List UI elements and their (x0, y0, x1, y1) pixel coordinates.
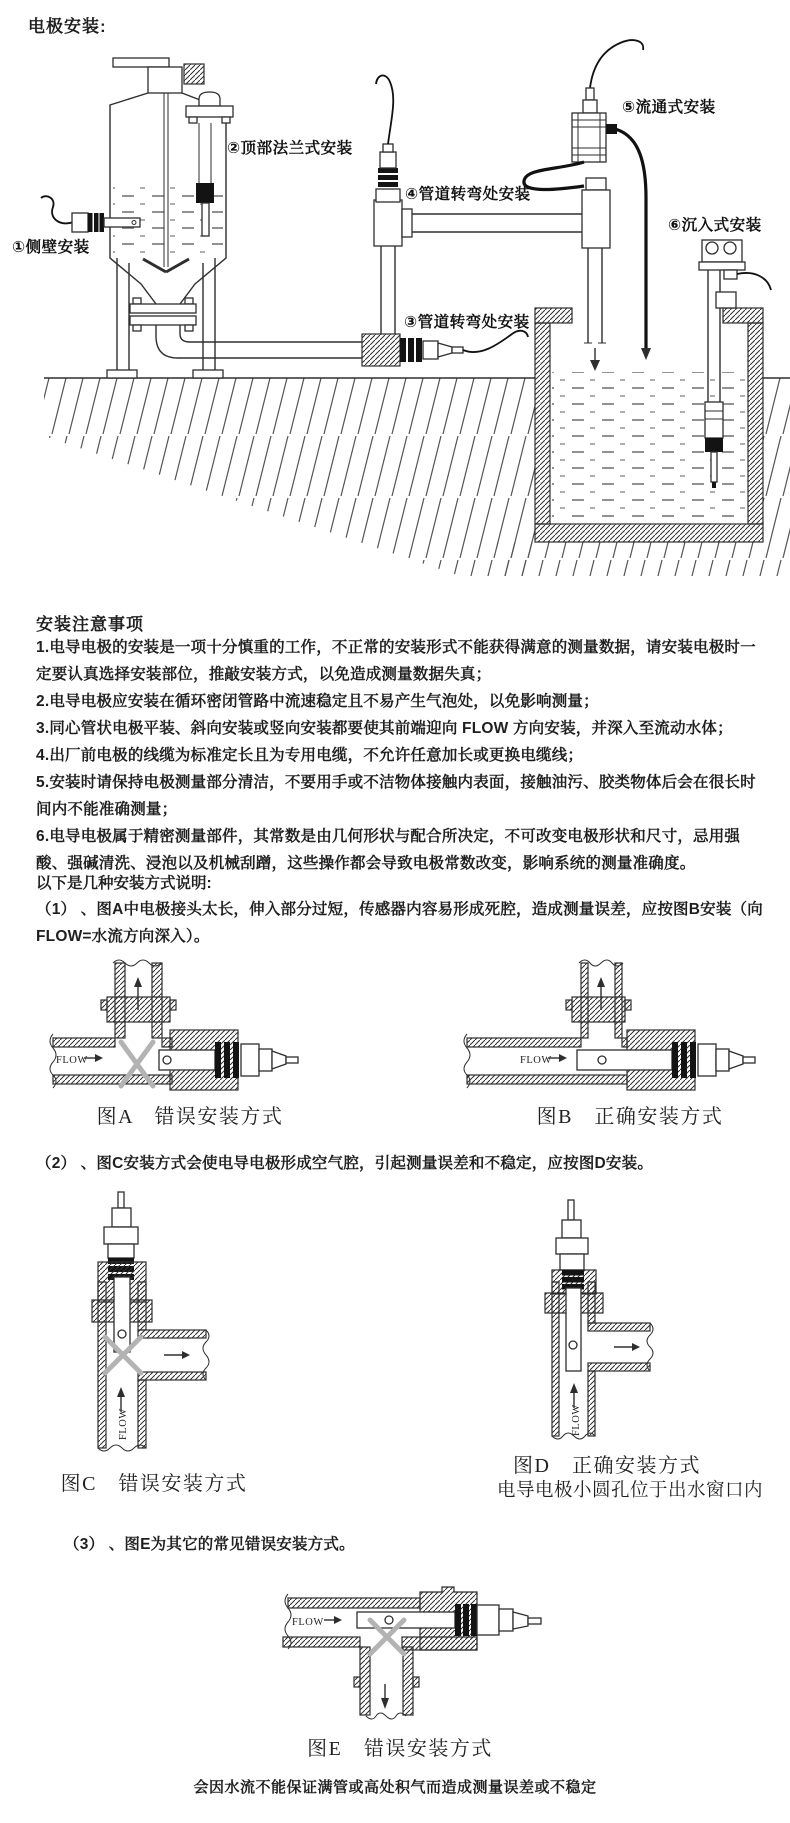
label-flow-through: ⑤流通式安装 (622, 99, 716, 116)
label-side-wall: ①侧壁安装 (12, 239, 90, 256)
note-item: 5.安装时请保持电极测量部分清洁，不要用手或不洁物体接触内表面，接触油污、胶类物体后会在很长时间内不能准确测量； (36, 774, 756, 818)
flow-label: FLOW (118, 1408, 129, 1440)
figure-b-caption: 图B 正确安装方式 (536, 1106, 724, 1128)
step-1-text: （1） 、图A中电极接头太长，伸入部分过短，传感器内容易形成死腔，造成测量误差，应按图B安装（向FLOW=水流方向深入）。 (36, 901, 763, 945)
figure-a-wrong-install (40, 948, 340, 1096)
pool (535, 308, 763, 542)
figure-d-caption-block (497, 1454, 764, 1504)
pool-inlet-pipe (582, 178, 610, 371)
note-item: 2.电导电极应安装在循环密闭管路中流速稳定且不易产生气泡处，以免影响测量； (36, 693, 599, 710)
note-item: 3.同心管状电极平装、斜向安装或竖向安装都要使其前端迎向 FLOW 方向安装，并深入至流动水体； (36, 720, 733, 737)
figure-d-correct-install (535, 1188, 725, 1445)
installation-overview-diagram (0, 0, 790, 585)
figure-a-caption: 图A 错误安装方式 (96, 1106, 284, 1128)
flow-label: FLOW (520, 1055, 552, 1066)
figure-c-caption: 图C 错误安装方式 (60, 1473, 248, 1495)
agitator-paddle (143, 259, 189, 272)
flow-label: FLOW (292, 1617, 324, 1628)
figure-c-wrong-install (85, 1188, 275, 1460)
label-top-flange: ②顶部法兰式安装 (227, 140, 353, 157)
tank-motor (184, 64, 204, 84)
label-pipe-bend-3: ③管道转弯处安装 (404, 314, 530, 331)
figure-e-wrong-install (270, 1582, 580, 1730)
notes-list (36, 634, 766, 877)
note-item: 1.电导电极的安装是一项十分慎重的工作，不正常的安装形式不能获得满意的测量数据，请安装电极时一定要认真选择安装部位，推敲安装方式，以免造成测量数据失真； (36, 639, 756, 683)
figure-e-caption: 图E 错误安装方式 (307, 1738, 493, 1760)
pipe-bend-electrode-3 (362, 331, 528, 366)
figure-b-correct-install (450, 948, 770, 1096)
pipe-bend-electrode-4 (374, 75, 582, 334)
flow-label: FLOW (56, 1055, 88, 1066)
page-title: 电极安装: (28, 17, 107, 36)
notes-intro: 以下是几种安装方式说明: (36, 875, 212, 892)
label-submersion: ⑥沉入式安装 (668, 217, 762, 234)
footer-note: 会因水流不能保证满管或高处积气而造成测量误差或不稳定 (193, 1779, 597, 1796)
tank (107, 58, 362, 378)
figure-d-caption: 图D 正确安装方式 (513, 1455, 701, 1477)
step-2-text: （2） 、图C安装方式会使电导电极形成空气腔，引起测量误差和不稳定，应按图D安装。 (36, 1155, 654, 1172)
note-item: 4.出厂前电极的线缆为标准定长且为专用电缆，不允许任意加长或更换电缆线； (36, 747, 584, 764)
label-pipe-bend-4: ④管道转弯处安装 (405, 186, 531, 203)
figure-d-caption-2: 电导电极小圆孔位于出水窗口内 (497, 1481, 764, 1501)
step-3-text: （3） 、图E为其它的常见错误安装方式。 (64, 1536, 355, 1553)
note-item: 6.电导电极属于精密测量部件，其常数是由几何形状与配合所决定，不可改变电极形状和尺寸，忌用强酸、强碱清洗、浸泡以及机械刮蹭，这些操作都会导致电极常数改变，影响系统的测量准确度。 (36, 828, 741, 872)
notes-heading: 安装注意事项 (36, 615, 144, 634)
flow-label: FLOW (571, 1404, 582, 1436)
